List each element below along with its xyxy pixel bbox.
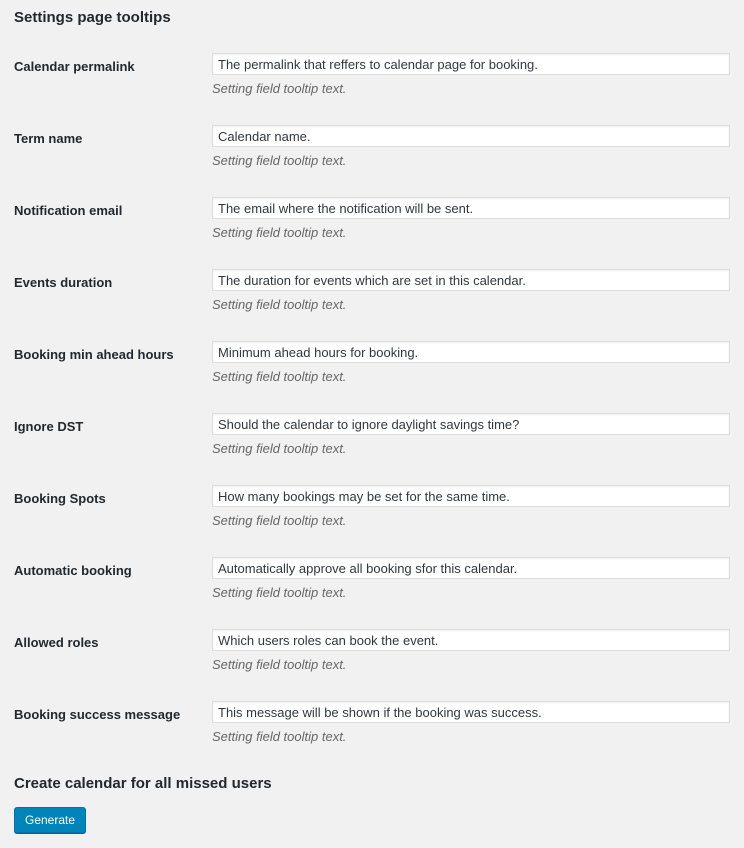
term-name-description: Setting field tooltip text. <box>212 153 347 168</box>
term-name-input[interactable] <box>212 125 730 147</box>
setting-row-term-name <box>0 125 744 197</box>
term-name-label: Term name <box>14 131 83 146</box>
setting-row-booking-spots <box>0 485 744 557</box>
events-duration-label: Events duration <box>14 275 113 290</box>
generate-button[interactable]: Generate <box>14 807 86 833</box>
notification-email-label: Notification email <box>14 203 123 218</box>
booking-spots-label: Booking Spots <box>14 491 106 506</box>
allowed-roles-label: Allowed roles <box>14 635 99 650</box>
setting-row-automatic-booking <box>0 557 744 629</box>
automatic-booking-input[interactable] <box>212 557 730 579</box>
events-duration-input[interactable] <box>212 269 730 291</box>
setting-row-booking-success-message <box>0 701 744 773</box>
calendar-permalink-input[interactable] <box>212 53 730 75</box>
section-title: Settings page tooltips <box>14 9 171 26</box>
allowed-roles-input[interactable] <box>212 629 730 651</box>
booking-min-ahead-hours-label: Booking min ahead hours <box>14 347 174 362</box>
setting-row-allowed-roles <box>0 629 744 701</box>
booking-spots-description: Setting field tooltip text. <box>212 513 347 528</box>
ignore-dst-input[interactable] <box>212 413 730 435</box>
booking-min-ahead-hours-input[interactable] <box>212 341 730 363</box>
notification-email-input[interactable] <box>212 197 730 219</box>
ignore-dst-label: Ignore DST <box>14 419 84 434</box>
allowed-roles-description: Setting field tooltip text. <box>212 657 347 672</box>
automatic-booking-label: Automatic booking <box>14 563 132 578</box>
setting-row-events-duration <box>0 269 744 341</box>
booking-success-message-label: Booking success message <box>14 707 181 722</box>
events-duration-description: Setting field tooltip text. <box>212 297 347 312</box>
ignore-dst-description: Setting field tooltip text. <box>212 441 347 456</box>
booking-spots-input[interactable] <box>212 485 730 507</box>
setting-row-calendar-permalink <box>0 53 744 125</box>
automatic-booking-description: Setting field tooltip text. <box>212 585 347 600</box>
notification-email-description: Setting field tooltip text. <box>212 225 347 240</box>
setting-row-booking-min-ahead-hours <box>0 341 744 413</box>
booking-min-ahead-hours-description: Setting field tooltip text. <box>212 369 347 384</box>
missed-users-title: Create calendar for all missed users <box>14 775 272 792</box>
booking-success-message-input[interactable] <box>212 701 730 723</box>
calendar-permalink-label: Calendar permalink <box>14 59 135 74</box>
setting-row-notification-email <box>0 197 744 269</box>
settings-form <box>0 53 744 773</box>
setting-row-ignore-dst <box>0 413 744 485</box>
booking-success-message-description: Setting field tooltip text. <box>212 729 347 744</box>
calendar-permalink-description: Setting field tooltip text. <box>212 81 347 96</box>
